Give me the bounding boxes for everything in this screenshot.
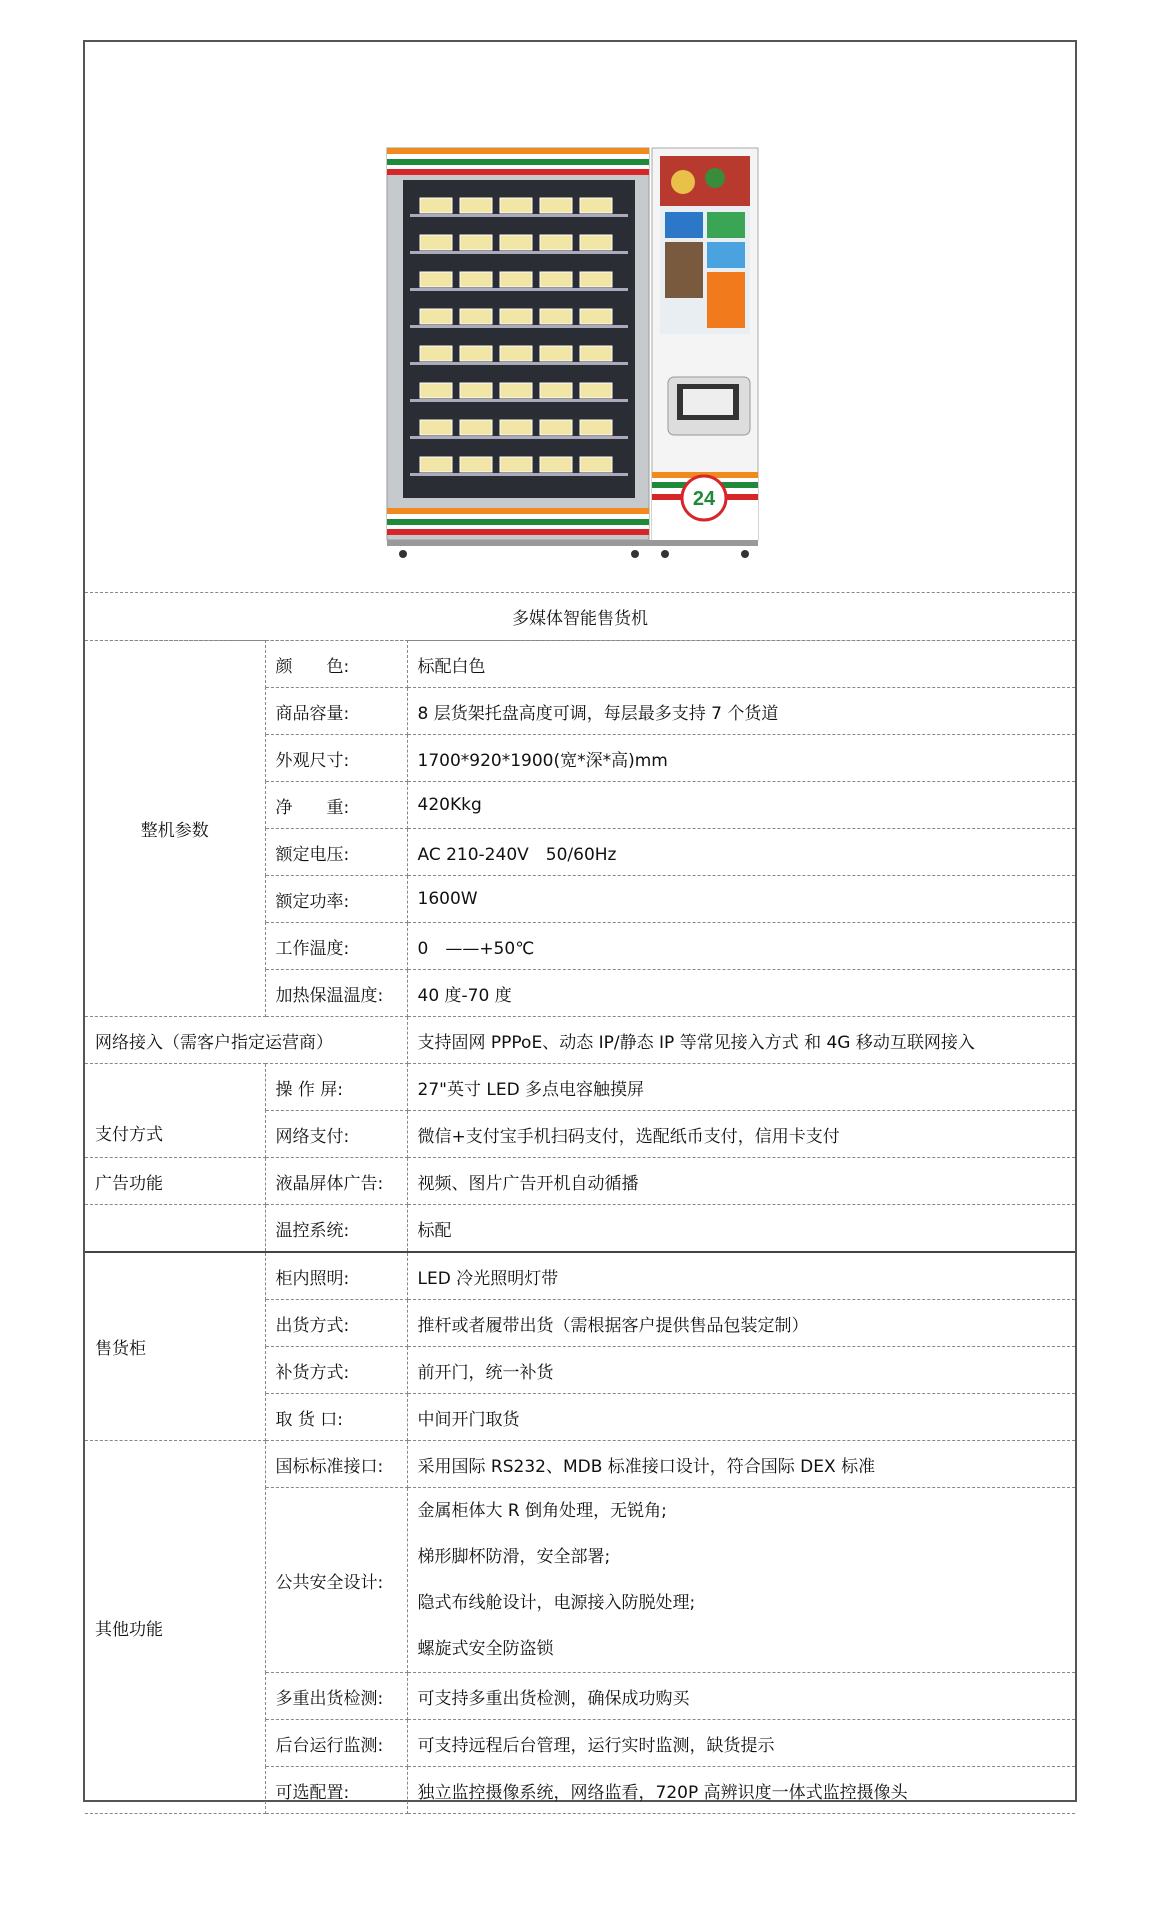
table-row [85, 1158, 1075, 1205]
spec-value: 标配 [407, 1205, 1075, 1253]
product-box [540, 272, 572, 287]
shelf [410, 362, 628, 365]
safety-line: 隐式布线舱设计，电源接入防脱处理; [417, 1593, 696, 1613]
group-cell: 整机参数 [85, 641, 265, 1017]
spec-label: 外观尺寸: [265, 735, 407, 782]
spec-label: 可选配置: [265, 1767, 407, 1814]
spec-value: 27"英寸 LED 多点电容触摸屏 [407, 1064, 1075, 1111]
shelf [410, 436, 628, 439]
product-box [540, 235, 572, 250]
spec-value: 推杆或者履带出货（需根据客户提供售品包装定制） [407, 1300, 1075, 1347]
spec-label: 额定电压: [265, 829, 407, 876]
spec-value-multi [407, 1488, 1075, 1673]
spec-label: 温控系统: [265, 1205, 407, 1253]
vending-machine-image [85, 42, 1075, 593]
table-row [85, 1252, 1075, 1300]
table-row [85, 641, 1075, 688]
product-box [500, 198, 532, 213]
table-row [85, 1205, 1075, 1253]
product-box [420, 309, 452, 324]
product-box [540, 198, 572, 213]
product-box [500, 346, 532, 361]
product-box [420, 420, 452, 435]
spec-label: 国标标准接口: [265, 1441, 407, 1488]
product-box [500, 383, 532, 398]
spec-label: 出货方式: [265, 1300, 407, 1347]
product-box [580, 346, 612, 361]
product-box [460, 235, 492, 250]
product-box [460, 420, 492, 435]
spec-table [85, 640, 1075, 1814]
spec-value: 可支持远程后台管理，运行实时监测，缺货提示 [407, 1720, 1075, 1767]
spec-label: 工作温度: [265, 923, 407, 970]
spec-label: 商品容量: [265, 688, 407, 735]
product-box [500, 309, 532, 324]
spec-value: 标配白色 [407, 641, 1075, 688]
product-box [540, 346, 572, 361]
logo-text: 24 [692, 488, 716, 510]
product-box [420, 383, 452, 398]
product-box [460, 309, 492, 324]
product-box [460, 272, 492, 287]
spec-value: 1700*920*1900(宽*深*高)mm [407, 735, 1075, 782]
spec-value: AC 210-240V 50/60Hz [407, 829, 1075, 876]
spec-value: 8 层货架托盘高度可调，每层最多支持 7 个货道 [407, 688, 1075, 735]
spec-label: 液晶屏体广告: [265, 1158, 407, 1205]
group-cell: 支付方式 [85, 1064, 265, 1158]
spec-value: 0 ——+50℃ [407, 923, 1075, 970]
spec-label: 加热保温温度: [265, 970, 407, 1017]
product-box [420, 272, 452, 287]
table-row [85, 1441, 1075, 1488]
spec-value: 1600W [407, 876, 1075, 923]
group-cell: 其他功能 [85, 1441, 265, 1814]
spec-label: 多重出货检测: [265, 1673, 407, 1720]
shelf [410, 325, 628, 328]
spec-value: LED 冷光照明灯带 [407, 1252, 1075, 1300]
spec-label: 柜内照明: [265, 1252, 407, 1300]
spec-label: 取 货 口: [265, 1394, 407, 1441]
spec-value: 采用国际 RS232、MDB 标准接口设计，符合国际 DEX 标准 [407, 1441, 1075, 1488]
product-box [540, 457, 572, 472]
product-box [500, 457, 532, 472]
spec-value: 40 度-70 度 [407, 970, 1075, 1017]
product-box [460, 383, 492, 398]
table-row [85, 1017, 1075, 1064]
spec-sheet-frame [83, 40, 1077, 1802]
product-box [580, 235, 612, 250]
product-box [540, 420, 572, 435]
network-value: 支持固网 PPPoE、动态 IP/静态 IP 等常见接入方式 和 4G 移动互联网接入 [407, 1017, 1075, 1064]
product-box [580, 420, 612, 435]
group-cell: 售货柜 [85, 1252, 265, 1441]
product-box [420, 235, 452, 250]
spec-label: 后台运行监测: [265, 1720, 407, 1767]
spec-label: 净 重: [265, 782, 407, 829]
product-box [460, 346, 492, 361]
spec-label: 操 作 屏: [265, 1064, 407, 1111]
product-box [420, 198, 452, 213]
product-box [500, 235, 532, 250]
product-box [540, 309, 572, 324]
product-box [500, 420, 532, 435]
spec-value: 视频、图片广告开机自动循播 [407, 1158, 1075, 1205]
product-box [420, 457, 452, 472]
safety-line: 螺旋式安全防盗锁 [417, 1639, 554, 1659]
spec-label: 公共安全设计: [265, 1488, 407, 1673]
product-box [580, 198, 612, 213]
page-title: 多媒体智能售货机 [85, 593, 1075, 641]
spec-value: 可支持多重出货检测，确保成功购买 [407, 1673, 1075, 1720]
shelf [410, 214, 628, 217]
network-label: 网络接入（需客户指定运营商） [85, 1017, 407, 1064]
product-box [420, 346, 452, 361]
spec-value: 独立监控摄像系统，网络监看，720P 高辨识度一体式监控摄像头 [407, 1767, 1075, 1814]
spec-label: 补货方式: [265, 1347, 407, 1394]
spec-value: 中间开门取货 [407, 1394, 1075, 1441]
table-row [85, 1064, 1075, 1111]
spec-value: 前开门，统一补货 [407, 1347, 1075, 1394]
shelf [410, 288, 628, 291]
safety-line: 梯形脚杯防滑，安全部署; [417, 1547, 611, 1567]
shelf [410, 251, 628, 254]
safety-line: 金属柜体大 R 倒角处理，无锐角; [417, 1501, 667, 1521]
shelf [410, 399, 628, 402]
shelf [410, 473, 628, 476]
group-cell: 广告功能 [85, 1158, 265, 1205]
spec-label: 网络支付: [265, 1111, 407, 1158]
spec-label: 额定功率: [265, 876, 407, 923]
product-box [540, 383, 572, 398]
product-box [580, 272, 612, 287]
product-box [500, 272, 532, 287]
product-box [460, 198, 492, 213]
product-box [580, 309, 612, 324]
spec-value: 微信+支付宝手机扫码支付，选配纸币支付，信用卡支付 [407, 1111, 1075, 1158]
spec-label: 颜 色: [265, 641, 407, 688]
spec-value: 420Kkg [407, 782, 1075, 829]
group-cell [85, 1205, 265, 1253]
product-box [580, 457, 612, 472]
product-box [460, 457, 492, 472]
product-box [580, 383, 612, 398]
